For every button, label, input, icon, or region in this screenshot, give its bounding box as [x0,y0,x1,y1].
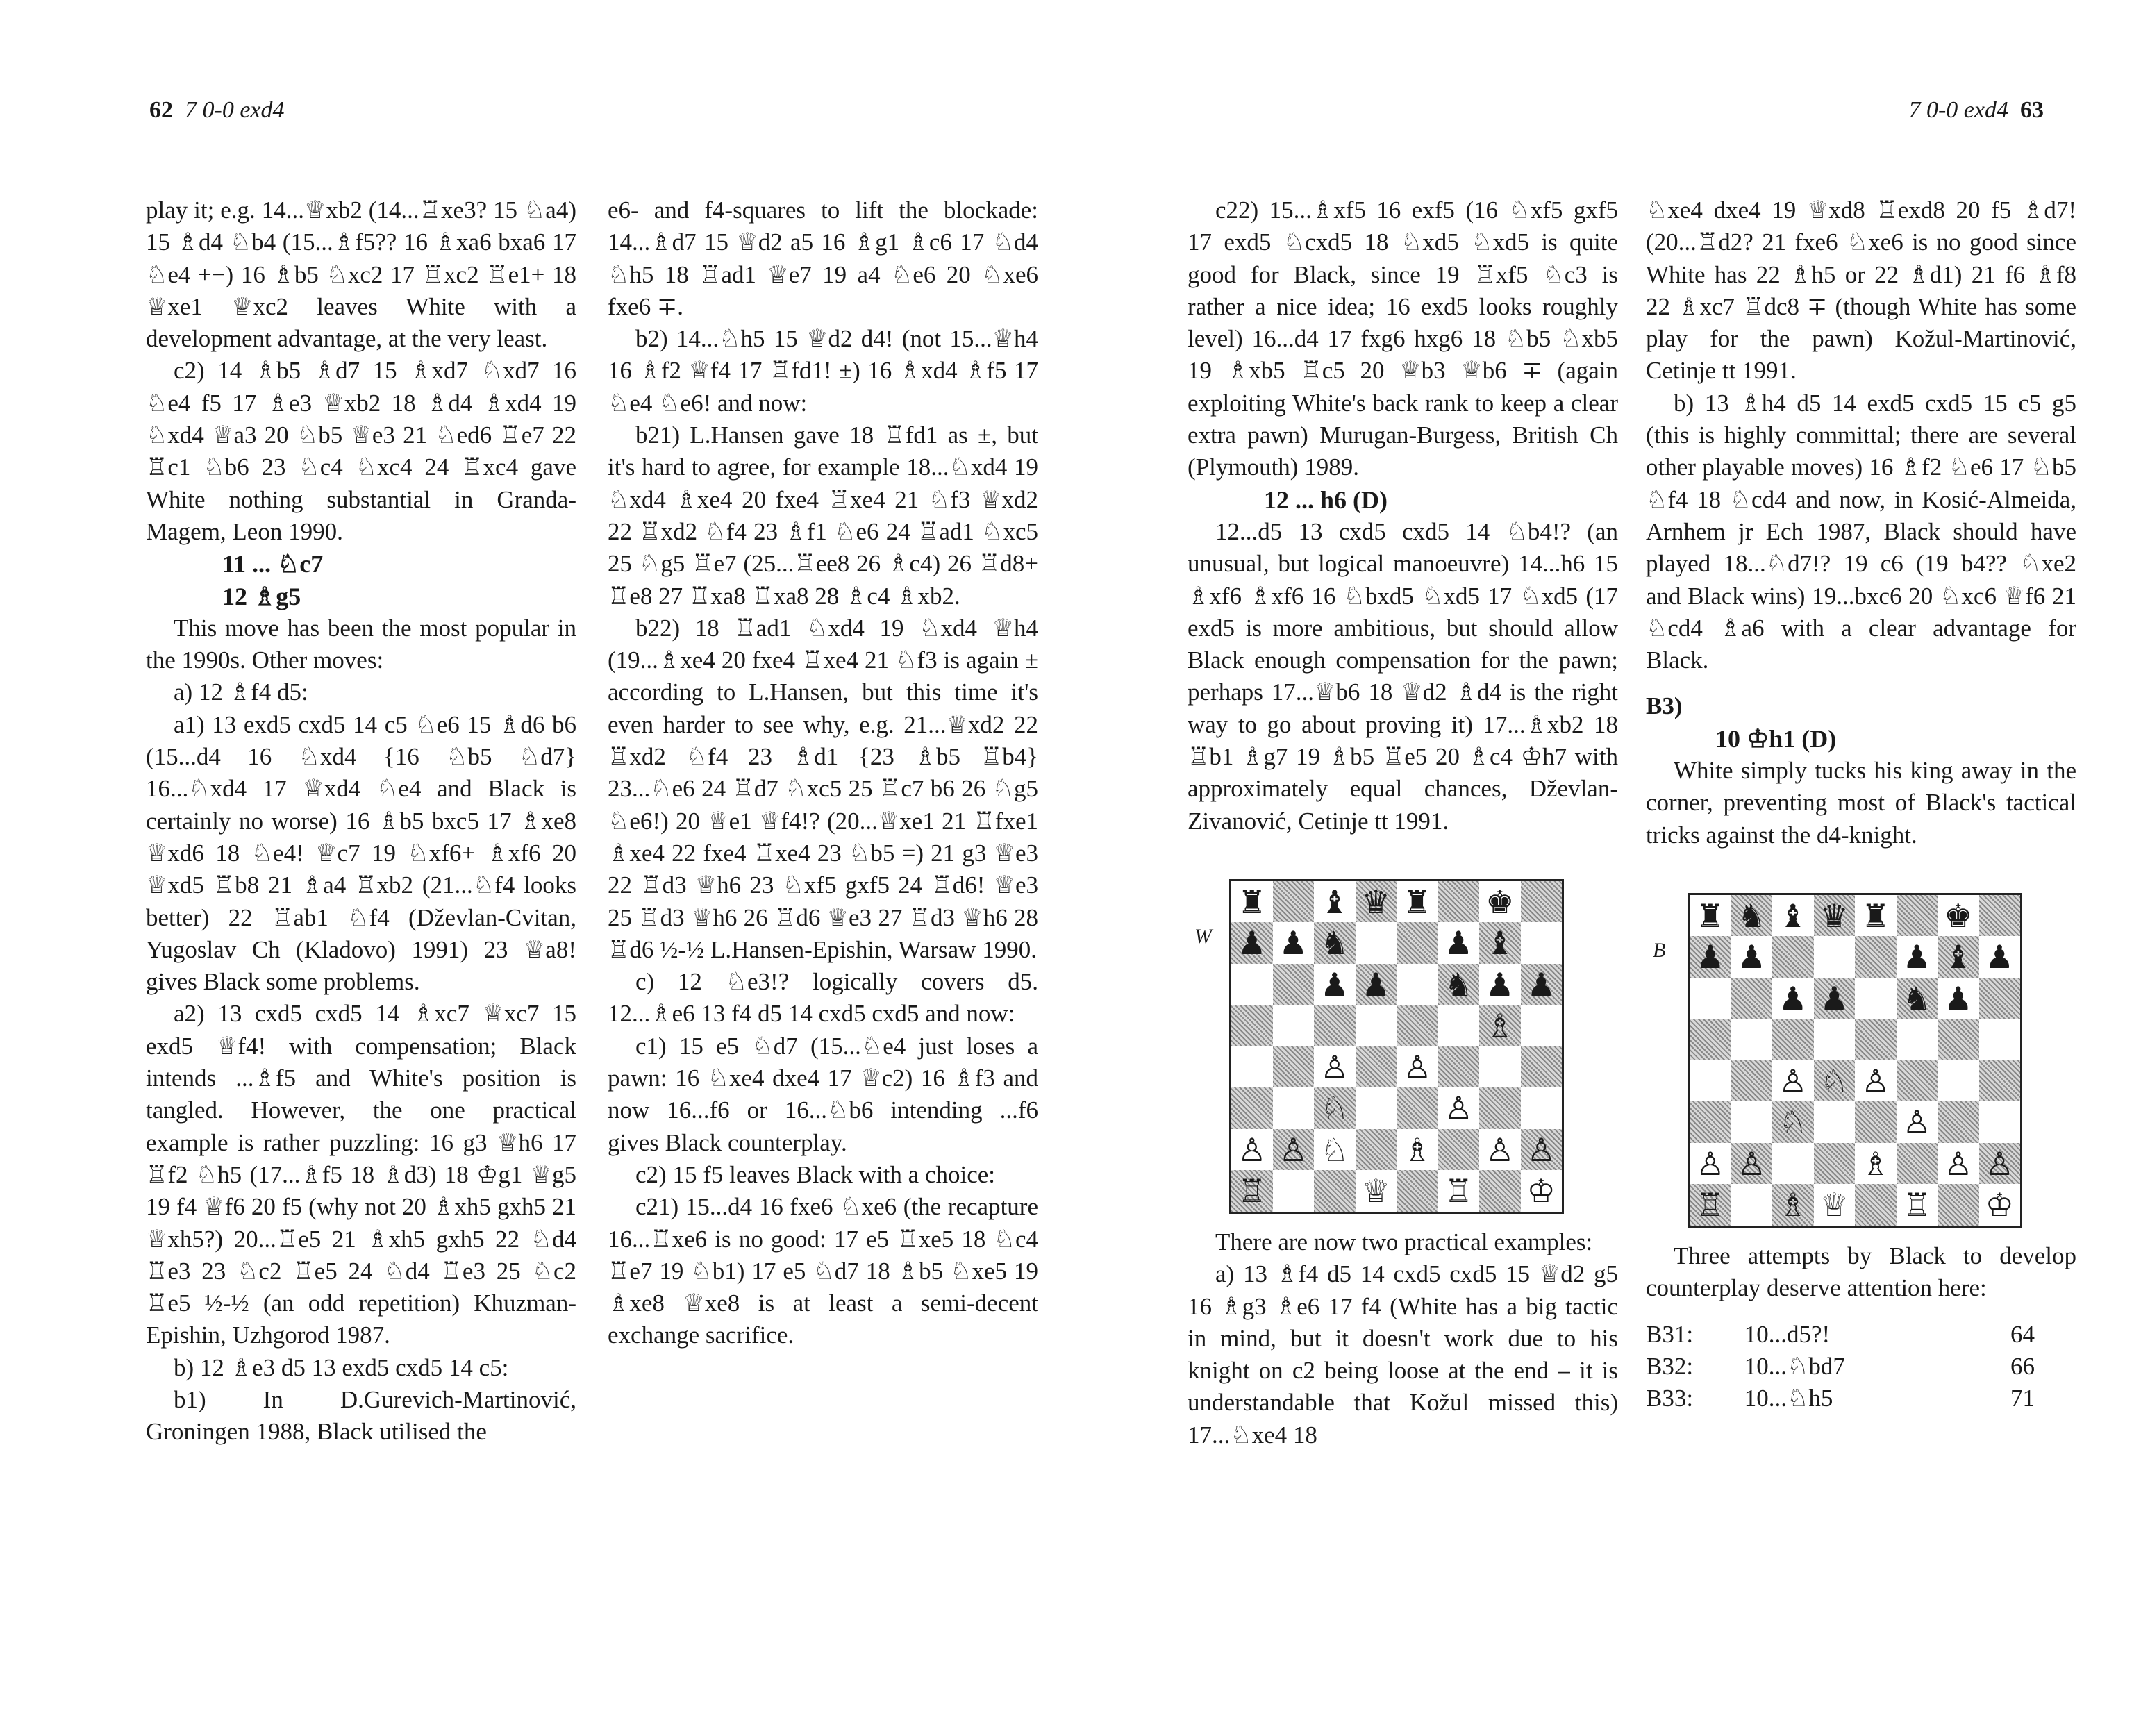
board-square: ♝ [1772,895,1814,937]
board-square [1855,978,1897,1019]
board-square: ♘ [1314,1087,1356,1129]
board-square: ♝ [1314,881,1356,923]
board-square [1814,1101,1856,1143]
move-heading: 12 ♗g5 [222,582,301,610]
board-square [1356,1005,1397,1046]
board-square [1273,881,1315,923]
board-square [1938,1060,1979,1102]
board-square [1356,1087,1397,1129]
board-square [1521,1005,1563,1046]
board-square [1772,1143,1814,1185]
board-square [1438,1129,1480,1171]
board-square [1938,1101,1979,1143]
board-square [1731,1060,1773,1102]
section-heading: B3) [1646,692,1683,720]
board-square [1438,881,1480,923]
board-square [1397,1087,1438,1129]
board-square [1855,1019,1897,1060]
paragraph: a2) 13 cxd5 cxd5 14 ♗xc7 ♕xc7 15 exd5 ♕f4! with compensation; Black intends ...♗f5 and White's position is tangled. However, the one practical example is rather puzzling: 16 g3 ♕h6 17 ♖f2 ♘h5 (17...♗f5 18 ♗d3) 18 ♔g1 ♕g5 19 f4 ♕f6 20 f5 (why not 20 ♗xh5 gxh5 21 ♕xh5?) 20...♖e5 21 ♗xh5 gxh5 22 ♘d4 ♖e3 23 ♘c2 ♖e5 24 ♘d4 ♖e3 25 ♘c2 ♖e5 ½-½ (an odd repetition) Khuzman-Epishin, Uzhgorod 1987. [146,1000,576,1349]
board-square: ♟ [1231,922,1273,964]
diagram-1 [1188,865,1618,1226]
board-square [1521,922,1563,964]
board-square [1231,1005,1273,1046]
board-square: ♜ [1690,895,1731,937]
board-square: ♙ [1731,1143,1773,1185]
board-square [1979,978,2021,1019]
board-square [1979,1019,2021,1060]
board-square [1772,1019,1814,1060]
board-square: ♙ [1273,1129,1315,1171]
chessboard [1229,879,1564,1214]
paragraph: 12...d5 13 cxd5 cxd5 14 ♘b4!? (an unusual, but logical manoeuvre) 14...h6 15 ♗xf6 ♗xf6 16 ♘bxd5 ♘xd5 17 ♘xd5 (17 exd5 is more ambitious, but should allow Black enough compensation for the pawn; perhaps 17...♕b6 18 ♕d2 ♗d4 is the right way to go about proving it) 17...♗xb2 18 ♖b1 ♗g7 19 ♗b5 ♖e5 20 ♗c4 ♔h7 with approximately equal chances, Dževlan-Zivanović, Cetinje tt 1991. [1188,517,1618,835]
paragraph: c22) 15...♗xf5 16 exf5 (16 ♘xf5 gxf5 17 exd5 ♘cxd5 18 ♘xd5 ♘xd5 is quite good for Black, since 19 ♖xf5 ♘c3 is rather a nice idea; 16 exd5 looks roughly level) 16...d4 17 fxg6 hxg6 18 ♘b5 ♘xb5 19 ♗xb5 ♖c5 20 ♕b3 ♕b6 ∓ (again exploiting White's back rank to keep a clear extra pawn) Murugan-Burgess, British Ch (Plymouth) 1989. [1188,197,1618,481]
board-square: ♗ [1772,1184,1814,1226]
board-square: ♙ [1690,1143,1731,1185]
board-square [1690,1019,1731,1060]
board-square [1521,881,1563,923]
paragraph: c21) 15...d4 16 fxe6 ♘xe6 (the recapture 16...♖xe6 is no good: 17 e5 ♖xe5 18 ♘c4 ♖e7 19 ♘b1) 17 e5 ♘d7 18 ♗b5 ♘xe5 19 ♗xe8 ♕xe8 is at least a semi-decent exchange sacrifice. [608,1193,1038,1349]
paragraph: e6- and f4-squares to lift the blockade: 14...♗d7 15 ♕d2 a5 16 ♗g1 ♗c6 17 ♘d4 ♘h5 18 ♖ad1 ♕e7 19 a4 ♘e6 20 ♘xe6 fxe6 ∓. [608,197,1038,320]
board-square [1690,1060,1731,1102]
board-square: ♙ [1897,1101,1938,1143]
board-square: ♟ [1897,936,1938,978]
subvariation-index [1646,1319,2063,1414]
board-square [1397,922,1438,964]
left-running-title: 7 0-0 exd4 [185,97,285,123]
board-square: ♜ [1855,895,1897,937]
paragraph: a) 13 ♗f4 d5 14 cxd5 cxd5 15 ♕d2 g5 16 ♗g3 ♗e6 17 f4 (White has a big tactic in mind, but it doesn't work due to his knight on c2 being loose at the end – it is understandable that Kožul missed this) 17...♘xe4 18 [1188,1260,1618,1449]
board-square [1438,1005,1480,1046]
board-square [1690,1101,1731,1143]
board-square: ♜ [1397,881,1438,923]
board-square: ♙ [1438,1087,1480,1129]
board-square: ♟ [1438,922,1480,964]
board-square [1356,922,1397,964]
board-square [1273,1005,1315,1046]
board-square [1479,1170,1521,1212]
board-square: ♘ [1772,1101,1814,1143]
diagram-2 [1646,879,2076,1240]
paragraph: c2) 14 ♗b5 ♗d7 15 ♗xd7 ♘xd7 16 ♘e4 f5 17 ♗e3 ♕xb2 18 ♗d4 ♗xd4 19 ♘xd4 ♕a3 20 ♘b5 ♕e3 21 ♘ed6 ♖e7 22 ♖c1 ♘b6 23 ♘c4 ♘xc4 24 ♖xc4 gave White nothing substantial in Granda-Magem, Leon 1990. [146,357,576,545]
index-code: B31: [1646,1320,1694,1348]
diagram-turn-indicator: W [1194,924,1212,948]
board-square: ♖ [1438,1170,1480,1212]
board-square [1397,1170,1438,1212]
board-square [1231,1046,1273,1088]
left-page-number: 62 [149,97,173,123]
paragraph: b1) In D.Gurevich-Martinović, Groningen 1988, Black utilised the [146,1385,576,1446]
board-square [1772,936,1814,978]
board-square: ♞ [1438,964,1480,1005]
board-square: ♟ [1690,936,1731,978]
board-square [1814,1019,1856,1060]
paragraph: b21) L.Hansen gave 18 ♖fd1 as ±, but it's hard to agree, for example 18...♘xd4 19 ♘xd4 ♗xe4 20 fxe4 ♖xe4 21 ♘f3 ♕xd2 22 ♖xd2 ♘f4 23 ♗f1 ♘e6 24 ♖ad1 ♘xc5 25 ♘g5 ♖e7 (25...♖ee8 26 ♗c4) 26 ♖d8+ ♖e8 27 ♖xa8 ♖xa8 28 ♗c4 ♗xb2. [608,422,1038,610]
board-square [1979,1101,2021,1143]
move-heading: 10 ♔h1 (D) [1715,724,1837,753]
board-square: ♔ [1521,1170,1563,1212]
board-square [1855,1184,1897,1226]
move-heading: 11 ... ♘c7 [222,550,324,578]
board-square: ♚ [1479,881,1521,923]
board-square: ♙ [1521,1129,1563,1171]
left-page-header [149,97,285,124]
column-2 [608,194,1038,1352]
board-square [1397,964,1438,1005]
board-square [1855,936,1897,978]
board-square: ♖ [1690,1184,1731,1226]
board-square: ♟ [1479,964,1521,1005]
board-square [1814,936,1856,978]
move-heading: 12 ... h6 (D) [1264,485,1388,514]
board-square: ♟ [1938,978,1979,1019]
board-square [1731,1184,1773,1226]
board-square [1731,1019,1773,1060]
board-square [1897,1060,1938,1102]
board-square: ♙ [1855,1060,1897,1102]
board-square [1438,1046,1480,1088]
right-page-number: 63 [2020,97,2044,123]
board-square [1855,1101,1897,1143]
index-row [1646,1383,2063,1414]
index-page: 66 [2010,1352,2035,1380]
board-square [1690,978,1731,1019]
board-square: ♗ [1479,1005,1521,1046]
paragraph: a1) 13 exd5 cxd5 14 c5 ♘e6 15 ♗d6 b6 (15...d4 16 ♘xd4 {16 ♘b5 ♘d7} 16...♘xd4 17 ♕xd4 ♘e4 and Black is certainly no worse) 16 ♗b5 bxc5 17 ♗xe8 ♕xd6 18 ♘e4! ♕c7 19 ♘xf6+ ♗xf6 20 ♕xd5 ♖b8 21 ♗a4 ♖xb2 (21...♘f4 looks better) 22 ♖ab1 ♘f4 (Dževlan-Cvitan, Yugoslav Ch (Kladovo) 1991) 23 ♕a8! gives Black some problems. [146,710,576,996]
right-page-header [1908,97,2044,124]
board-square [1314,1170,1356,1212]
board-square [1979,895,2021,937]
index-row [1646,1351,2063,1383]
board-square: ♙ [1938,1143,1979,1185]
column-4 [1646,194,2076,1414]
board-square: ♔ [1979,1184,2021,1226]
board-square: ♗ [1397,1129,1438,1171]
index-page: 71 [2010,1384,2035,1412]
paragraph: c) 12 ♘e3!? logically covers d5. 12...♗e6 13 f4 d5 14 cxd5 cxd5 and now: [608,968,1038,1028]
board-square [1273,1087,1315,1129]
paragraph: ♘xe4 dxe4 19 ♕xd8 ♖exd8 20 f5 ♗d7! (20...♖d2? 21 fxe6 ♘xe6 is no good since White has 22 ♗h5 or 22 ♗d1) 21 f6 ♗f8 22 ♗xc7 ♖dc8 ∓ (though White has some play for the pawn) Kožul-Martinović, Cetinje tt 1991. [1646,197,2076,385]
board-square [1356,1129,1397,1171]
board-square: ♟ [1521,964,1563,1005]
board-square: ♖ [1231,1170,1273,1212]
board-square: ♜ [1231,881,1273,923]
paragraph: b2) 14...♘h5 15 ♕d2 d4! (not 15...♕h4 16 ♗f2 ♕f4 17 ♖fd1! ±) 16 ♗xd4 ♗f5 17 ♘e4 ♘e6! and now: [608,325,1038,417]
board-square [1356,1046,1397,1088]
board-square [1938,1019,1979,1060]
board-square: ♘ [1314,1129,1356,1171]
board-square: ♟ [1273,922,1315,964]
board-square [1814,1143,1856,1185]
board-square: ♙ [1397,1046,1438,1088]
board-square [1521,1046,1563,1088]
right-running-title: 7 0-0 exd4 [1908,97,2008,123]
board-square [1314,1005,1356,1046]
board-square [1731,978,1773,1019]
board-square [1897,1143,1938,1185]
board-square [1897,1019,1938,1060]
board-square [1231,964,1273,1005]
paragraph: c1) 15 e5 ♘d7 (15...♘e4 just loses a pawn: 16 ♘xe4 dxe4 17 ♕c2) 16 ♗f3 and now 16...f6 or 16...♘b6 intending ...f6 gives Black counterplay. [608,1032,1038,1156]
board-square [1397,1005,1438,1046]
chessboard [1688,893,2022,1228]
board-square: ♖ [1897,1184,1938,1226]
board-square [1479,1046,1521,1088]
board-square: ♟ [1731,936,1773,978]
board-square [1938,1184,1979,1226]
board-square: ♟ [1814,978,1856,1019]
board-square: ♙ [1979,1143,2021,1185]
paragraph: White simply tucks his king away in the corner, preventing most of Black's tactical tricks against the d4-knight. [1646,757,2076,849]
board-square [1273,1046,1315,1088]
paragraph: This move has been the most popular in the 1990s. Other moves: [146,614,576,674]
board-square [1979,1060,2021,1102]
board-square: ♚ [1938,895,1979,937]
paragraph: a) 12 ♗f4 d5: [174,678,308,706]
board-square [1479,1087,1521,1129]
board-square [1731,1101,1773,1143]
board-square [1521,1087,1563,1129]
index-page: 64 [2010,1320,2035,1348]
paragraph: c2) 15 f5 leaves Black with a choice: [635,1160,995,1188]
board-square: ♝ [1938,936,1979,978]
paragraph: play it; e.g. 14...♕xb2 (14...♖xe3? 15 ♘a4) 15 ♗d4 ♘b4 (15...♗f5?? 16 ♗xa6 bxa6 17 ♘e4 +−) 16 ♗b5 ♘xc2 17 ♖xc2 ♖e1+ 18 ♕xe1 ♕xc2 leaves White with a development advantage, at the very least. [146,197,576,353]
board-square [1897,895,1938,937]
board-square: ♙ [1772,1060,1814,1102]
paragraph: Three attempts by Black to develop counterplay deserve attention here: [1646,1242,2076,1302]
paragraph: There are now two practical examples: [1215,1228,1593,1255]
board-square [1273,964,1315,1005]
board-square: ♞ [1897,978,1938,1019]
index-move: 10...d5?! [1744,1320,1831,1348]
paragraph: b22) 18 ♖ad1 ♘xd4 19 ♘xd4 ♕h4 (19...♗xe4 20 fxe4 ♖xe4 21 ♘f3 is again ± according to L.Hansen, but this time it's even harder to see why, e.g. 21...♕xd2 22 ♖xd2 ♘f4 23 ♗d1 {23 ♗b5 ♖b4} 23...♘e6 24 ♖d7 ♘xc5 25 ♖c7 b6 26 ♘g5 ♘e6!) 20 ♕e1 ♕f4!? (20...♕xe1 21 ♖fxe1 ♗xe4 22 fxe4 ♖xe4 23 ♘b5 =) 21 g3 ♕e3 22 ♖d3 ♕h6 23 ♘xf5 gxf5 24 ♖d6! ♕e3 25 ♖d3 ♕h6 26 ♖d6 ♕e3 27 ♖d3 ♕h6 28 ♖d6 ½-½ L.Hansen-Epishin, Warsaw 1990. [608,614,1038,963]
board-square: ♛ [1814,895,1856,937]
board-square: ♟ [1314,964,1356,1005]
diagram-turn-indicator: B [1653,938,1666,962]
board-square: ♞ [1314,922,1356,964]
board-square: ♟ [1356,964,1397,1005]
board-square: ♕ [1814,1184,1856,1226]
board-square: ♝ [1479,922,1521,964]
board-square: ♗ [1855,1143,1897,1185]
index-move: 10...♘h5 [1744,1384,1833,1412]
board-square: ♘ [1814,1060,1856,1102]
board-square: ♙ [1479,1129,1521,1171]
paragraph: b) 12 ♗e3 d5 13 exd5 cxd5 14 c5: [174,1353,509,1381]
board-square [1273,1170,1315,1212]
board-square: ♛ [1356,881,1397,923]
column-1 [146,194,576,1449]
index-code: B33: [1646,1384,1694,1412]
index-row [1646,1319,2063,1351]
board-square: ♟ [1772,978,1814,1019]
paragraph: b) 13 ♗h4 d5 14 exd5 cxd5 15 c5 g5 (this is highly committal; there are several other playable moves) 16 ♗f2 ♘e6 17 ♘b5 ♘f4 18 ♘cd4 and now, in Kosić-Almeida, Arnhem jr Ech 1987, Black should have played 18...♘d7!? 19 c6 (19 b4?? ♘xe2 and Black wins) 19...bxc6 20 ♘xc6 ♕f6 21 ♘cd4 ♗a6 with a clear advantage for Black. [1646,389,2076,674]
index-code: B32: [1646,1352,1694,1380]
board-square: ♙ [1231,1129,1273,1171]
board-square [1231,1087,1273,1129]
index-move: 10...♘bd7 [1744,1352,1845,1380]
column-3 [1188,194,1618,1451]
board-square: ♙ [1314,1046,1356,1088]
board-square: ♟ [1979,936,2021,978]
board-square: ♕ [1356,1170,1397,1212]
board-square: ♞ [1731,895,1773,937]
